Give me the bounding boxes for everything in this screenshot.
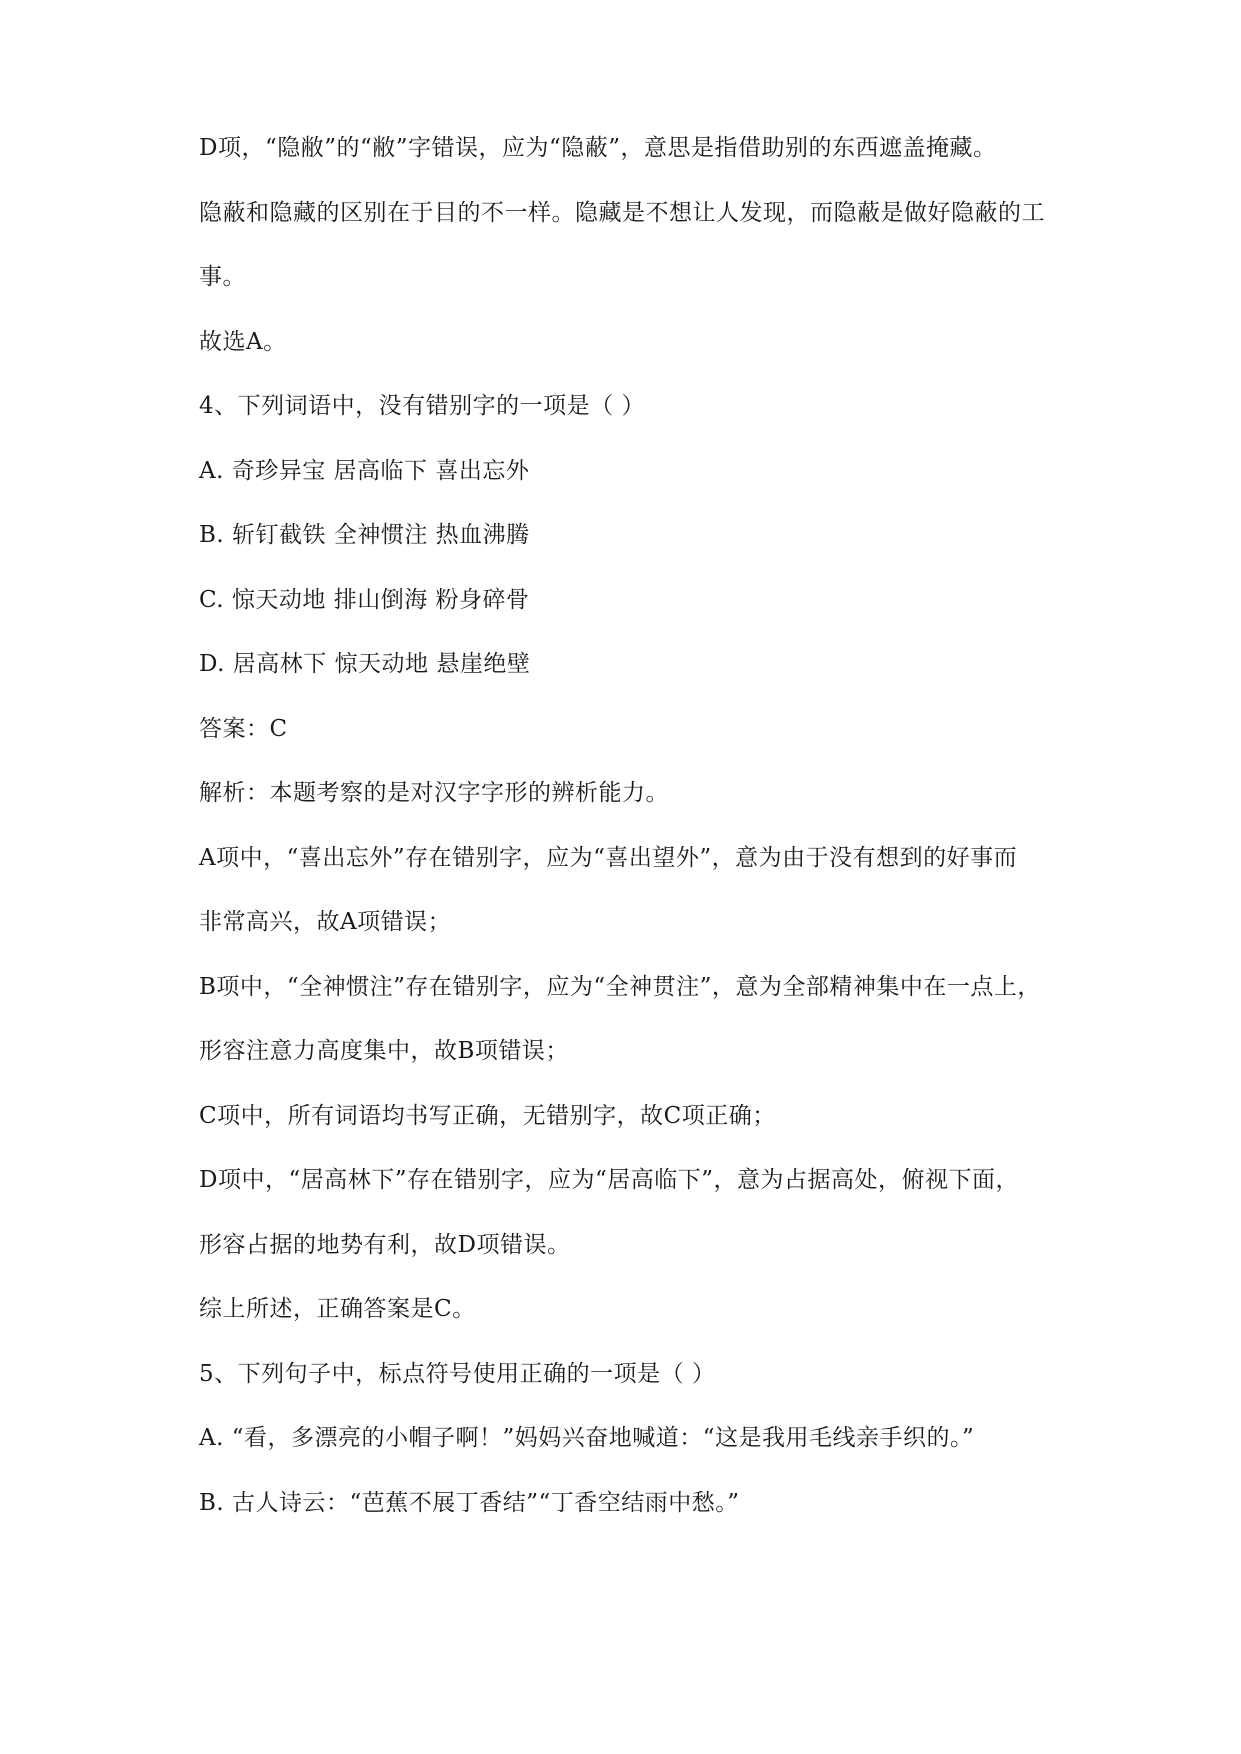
option-a: A. “看，多漂亮的小帽子啊！”妈妈兴奋地喊道：“这是我用毛线亲手织的。” [199, 1425, 975, 1451]
question-4-stem: 4、下列词语中，没有错别字的一项是（ ） [199, 393, 645, 419]
option-d: D. 居高林下 惊天动地 悬崖绝壁 [199, 651, 531, 677]
text-line: C项中，所有词语均书写正确，无错别字，故C项正确； [199, 1103, 776, 1129]
text-line: D项，“隐敝”的“敝”字错误，应为“隐蔽”，意思是指借助别的东西遮盖掩藏。 [199, 135, 997, 161]
text-line: B项中，“全神惯注”存在错别字，应为“全神贯注”，意为全部精神集中在一点上， [199, 974, 1041, 1000]
text-line: 非常高兴，故A项错误； [199, 909, 452, 935]
text-line: 故选A。 [199, 329, 287, 355]
text-line: 形容占据的地势有利，故D项错误。 [199, 1232, 571, 1258]
text-line: A项中，“喜出忘外”存在错别字，应为“喜出望外”，意为由于没有想到的好事而 [199, 845, 1018, 871]
option-b: B. 斩钉截铁 全神惯注 热血沸腾 [199, 522, 530, 548]
answer-line: 答案：C [199, 716, 288, 742]
text-line: 事。 [199, 264, 246, 290]
option-c: C. 惊天动地 排山倒海 粉身碎骨 [199, 587, 530, 613]
analysis-heading: 解析：本题考察的是对汉字字形的辨析能力。 [199, 780, 669, 806]
conclusion-line: 综上所述，正确答案是C。 [199, 1296, 476, 1322]
question-5-stem: 5、下列句子中，标点符号使用正确的一项是（ ） [199, 1361, 716, 1387]
option-b: B. 古人诗云：“芭蕉不展丁香结”“丁香空结雨中愁。” [199, 1490, 740, 1516]
option-a: A. 奇珍异宝 居高临下 喜出忘外 [199, 458, 530, 484]
text-line: D项中，“居高林下”存在错别字，应为“居高临下”，意为占据高处，俯视下面， [199, 1167, 1019, 1193]
text-line: 形容注意力高度集中，故B项错误； [199, 1038, 569, 1064]
text-line: 隐蔽和隐藏的区别在于目的不一样。隐藏是不想让人发现，而隐蔽是做好隐蔽的工 [199, 200, 1045, 226]
